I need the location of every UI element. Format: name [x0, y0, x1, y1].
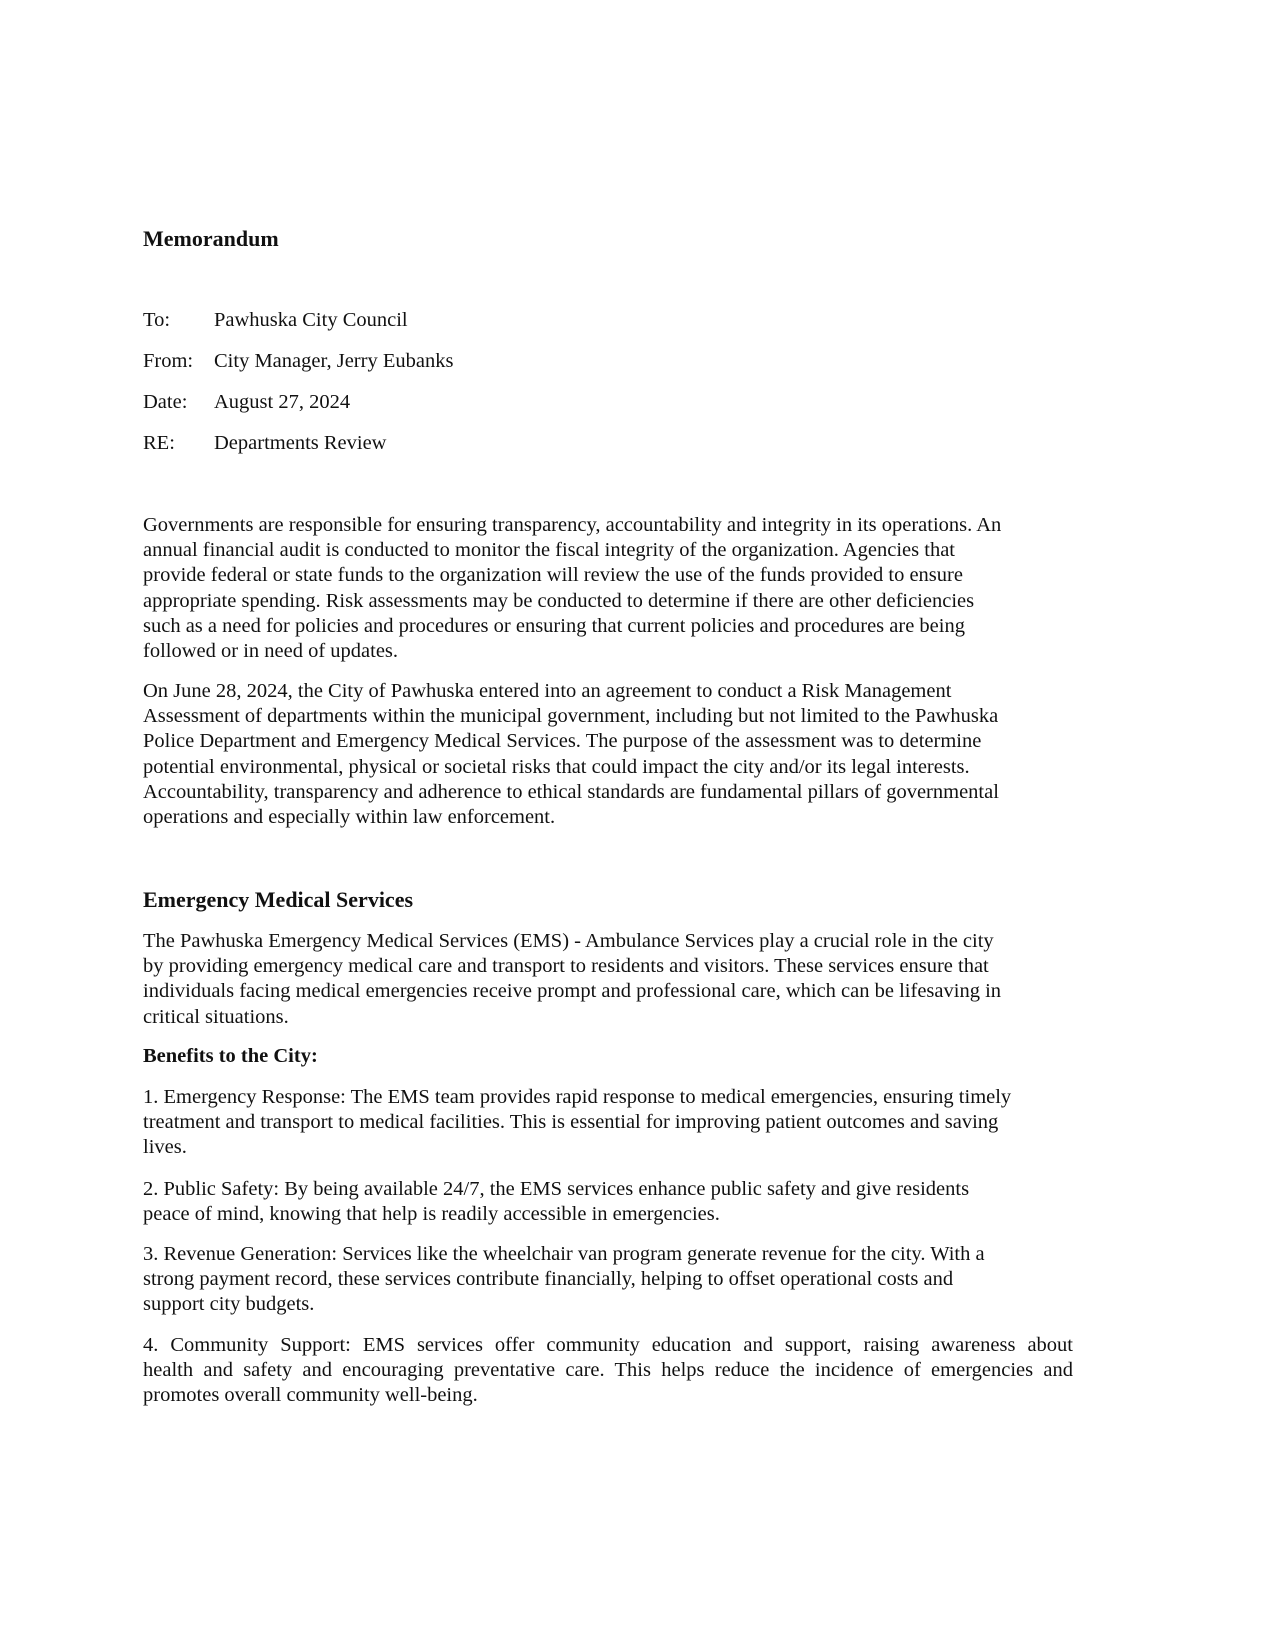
- text-line: health and safety and encouraging preventative care. This helps reduce the incidence of emergencies and: [143, 1359, 1073, 1382]
- intro-paragraph-2: [143, 679, 1073, 830]
- text-line: individuals facing medical emergencies receive prompt and professional care, which can be lifesaving in: [143, 980, 1002, 1003]
- text-line: potential environmental, physical or societal risks that could impact the city and/or its legal interests.: [143, 755, 970, 778]
- text-line: Assessment of departments within the municipal government, including but not limited to the Pawhuska: [143, 705, 999, 728]
- text-line: Police Department and Emergency Medical Services. The purpose of the assessment was to determine: [143, 730, 982, 753]
- text-line: followed or in need of updates.: [143, 640, 399, 663]
- header-value: Departments Review: [214, 432, 387, 454]
- text-line: Accountability, transparency and adherence to ethical standards are fundamental pillars of governmental: [143, 780, 999, 803]
- header-label: Date:: [143, 391, 188, 413]
- text-line: Governments are responsible for ensuring transparency, accountability and integrity in its operations. An: [143, 514, 1002, 536]
- header-value: Pawhuska City Council: [214, 309, 408, 331]
- text-line: 2. Public Safety: By being available 24/7, the EMS services enhance public safety and give residents: [143, 1178, 970, 1200]
- text-line: peace of mind, knowing that help is readily accessible in emergencies.: [143, 1203, 720, 1226]
- ems-intro: [143, 929, 1073, 1030]
- text-line: operations and especially within law enforcement.: [143, 806, 556, 829]
- header-label: To:: [143, 309, 171, 331]
- benefit-item-1: [143, 1085, 1073, 1161]
- text-line: treatment and transport to medical facilities. This is essential for improving patient outcomes and saving: [143, 1111, 999, 1134]
- header-label: From:: [143, 350, 194, 372]
- text-line: by providing emergency medical care and transport to residents and visitors. These services ensure that: [143, 955, 989, 978]
- text-line: promotes overall community well-being.: [143, 1384, 478, 1407]
- header-value: City Manager, Jerry Eubanks: [214, 350, 454, 372]
- text-line: provide federal or state funds to the organization will review the use of the funds provided to ensure: [143, 564, 963, 587]
- text-line: On June 28, 2024, the City of Pawhuska entered into an agreement to conduct a Risk Management: [143, 680, 952, 702]
- text-line: annual financial audit is conducted to monitor the fiscal integrity of the organization. Agencies that: [143, 539, 955, 562]
- benefit-item-4: [143, 1333, 1073, 1409]
- text-line: 3. Revenue Generation: Services like the wheelchair van program generate revenue for the city. With a: [143, 1243, 985, 1265]
- text-line: 4. Community Support: EMS services offer community education and support, raising awareness about: [143, 1334, 1073, 1356]
- benefits-heading: Benefits to the City:: [143, 1045, 318, 1067]
- header-value: August 27, 2024: [214, 391, 351, 413]
- intro-paragraph-1: [143, 513, 1073, 664]
- text-line: appropriate spending. Risk assessments may be conducted to determine if there are other deficiencies: [143, 589, 975, 612]
- text-line: lives.: [143, 1136, 187, 1159]
- text-line: 1. Emergency Response: The EMS team provides rapid response to medical emergencies, ensuring timely: [143, 1086, 1012, 1108]
- text-line: support city budgets.: [143, 1293, 315, 1316]
- ems-heading: Emergency Medical Services: [143, 887, 414, 912]
- text-line: critical situations.: [143, 1005, 289, 1028]
- header-label: RE:: [143, 432, 175, 454]
- text-line: such as a need for policies and procedures or ensuring that current policies and procedures are being: [143, 614, 965, 637]
- benefit-item-3: [143, 1242, 1073, 1318]
- text-line: strong payment record, these services contribute financially, helping to offset operational costs and: [143, 1268, 954, 1291]
- memo-title: Memorandum: [143, 226, 279, 251]
- text-line: The Pawhuska Emergency Medical Services (EMS) - Ambulance Services play a crucial role in the city: [143, 930, 994, 952]
- benefit-item-2: [143, 1177, 1073, 1227]
